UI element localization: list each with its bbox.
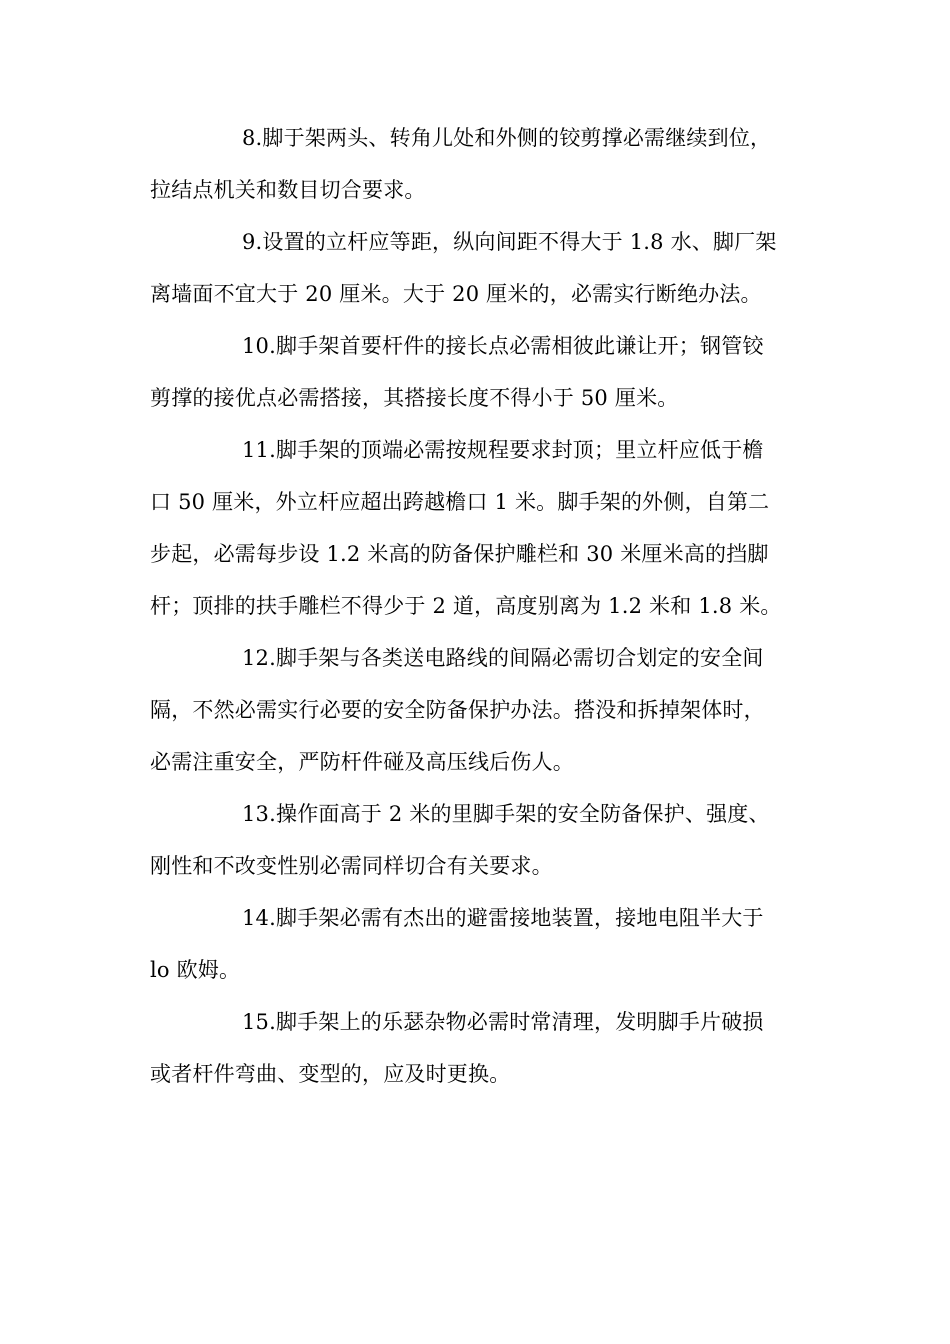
paragraph-line: 11.脚手架的顶端必需按规程要求封顶；里立杆应低于檐 xyxy=(242,438,764,462)
paragraph-line: 拉结点机关和数目切合要求。 xyxy=(150,178,426,202)
paragraph-line: 剪撑的接优点必需搭接，其搭接长度不得小于 50 厘米。 xyxy=(150,386,679,410)
paragraph-line: lo 欧姆。 xyxy=(150,958,241,982)
paragraph-line: 12.脚手架与各类送电路线的间隔必需切合划定的安全间 xyxy=(242,646,764,670)
paragraph-8 xyxy=(150,112,790,216)
paragraph-line: 15.脚手架上的乐瑟杂物必需时常清理，发明脚手片破损 xyxy=(242,1010,764,1034)
paragraph-15 xyxy=(150,996,790,1100)
paragraph-line: 10.脚手架首要杆件的接长点必需相彼此谦让开；钢管铰 xyxy=(242,334,764,358)
paragraph-line: 必需注重安全，严防杆件碰及高压线后伤人。 xyxy=(150,750,574,774)
paragraph-line: 或者杆件弯曲、变型的，应及时更换。 xyxy=(150,1062,511,1086)
paragraph-12 xyxy=(150,632,790,788)
paragraph-9 xyxy=(150,216,790,320)
paragraph-line: 9.设置的立杆应等距，纵向间距不得大于 1.8 水、脚厂架 xyxy=(242,230,777,254)
paragraph-13 xyxy=(150,788,790,892)
paragraph-line: 口 50 厘米，外立杆应超出跨越檐口 1 米。脚手架的外侧，自第二 xyxy=(150,490,770,514)
paragraph-10 xyxy=(150,320,790,424)
paragraph-14 xyxy=(150,892,790,996)
paragraph-11 xyxy=(150,424,790,632)
paragraph-line: 步起，必需每步设 1.2 米高的防备保护雕栏和 30 米厘米高的挡脚 xyxy=(150,542,769,566)
document-body xyxy=(150,112,790,1100)
paragraph-line: 8.脚于架两头、转角儿处和外侧的铰剪撑必需继续到位， xyxy=(242,126,772,150)
paragraph-line: 杆；顶排的扶手雕栏不得少于 2 道，高度别离为 1.2 米和 1.8 米。 xyxy=(150,594,782,618)
paragraph-line: 14.脚手架必需有杰出的避雷接地装置，接地电阻半大于 xyxy=(242,906,764,930)
paragraph-line: 刚性和不改变性别必需同样切合有关要求。 xyxy=(150,854,553,878)
paragraph-line: 13.操作面高于 2 米的里脚手架的安全防备保护、强度、 xyxy=(242,802,770,826)
paragraph-line: 离墙面不宜大于 20 厘米。大于 20 厘米的，必需实行断绝办法。 xyxy=(150,282,762,306)
paragraph-line: 隔，不然必需实行必要的安全防备保护办法。搭没和拆掉架体时， xyxy=(150,698,765,722)
